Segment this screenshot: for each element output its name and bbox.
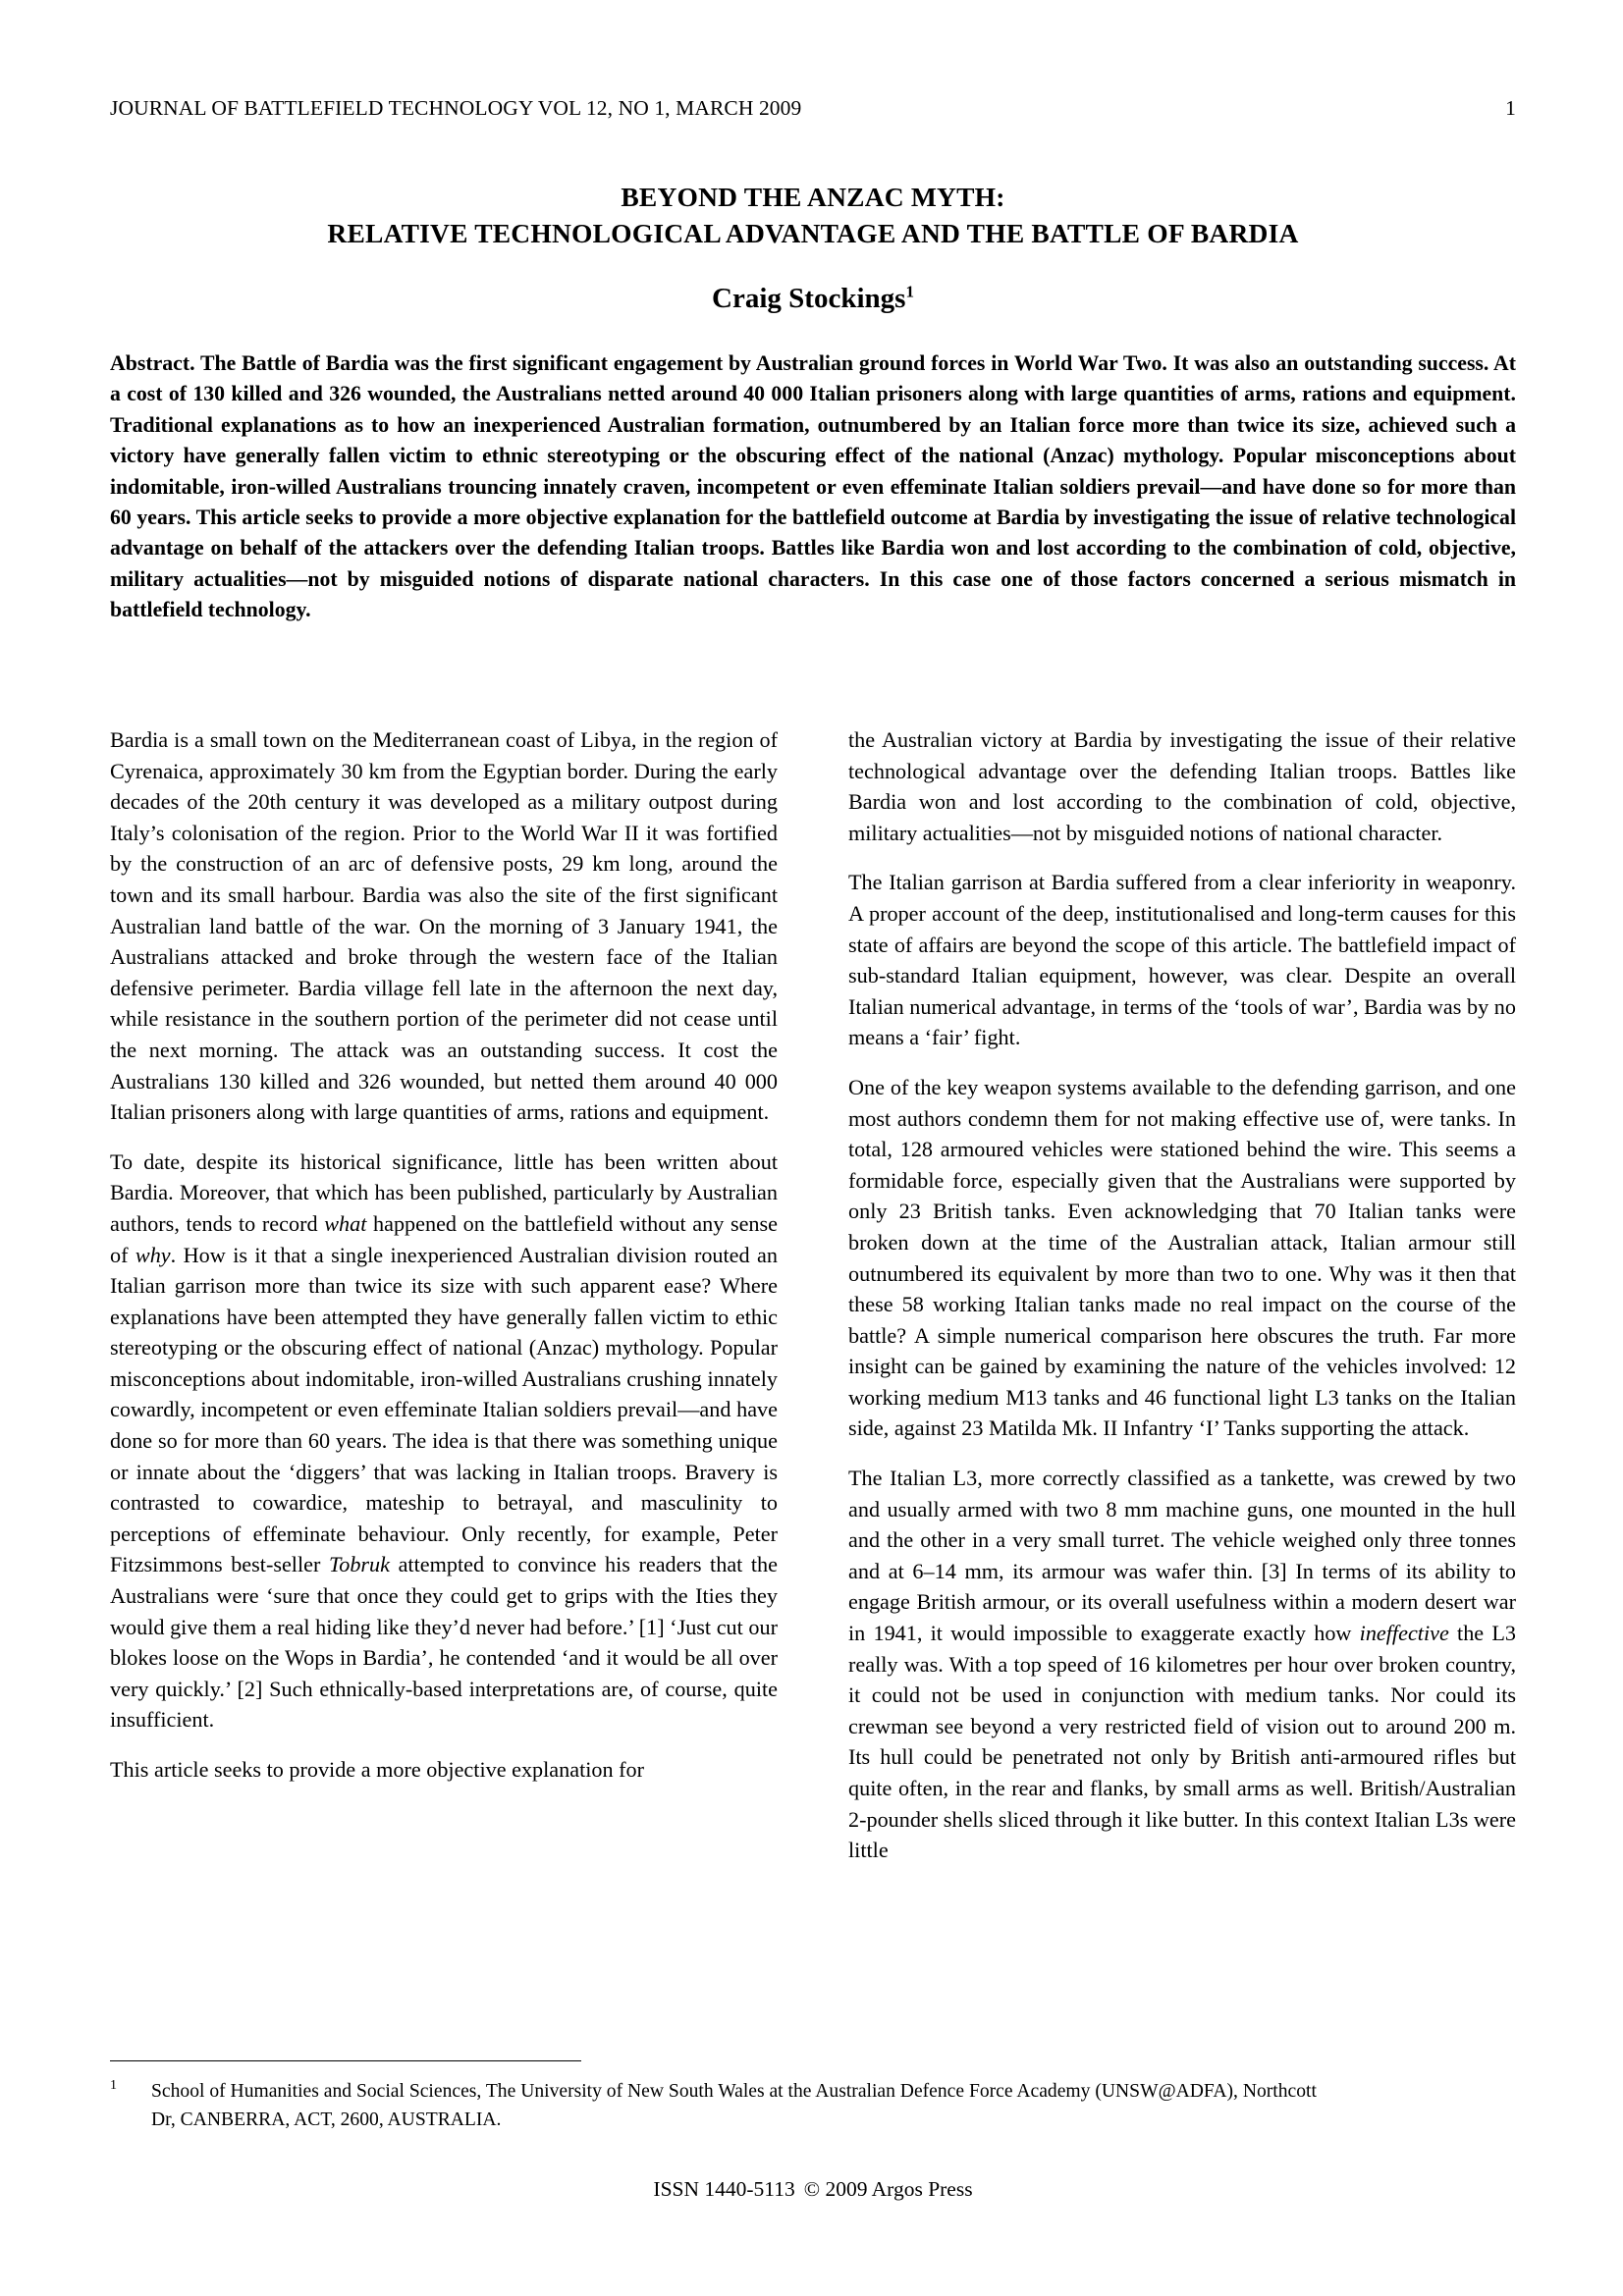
running-head [110, 96, 1516, 121]
body-paragraph: To date, despite its historical significance, little has been written about Bardia. Moreover, that which has been published, particularly by Australian authors, tends to record what happened on the battlefield without any sense of why. How is it that a single inexperienced Australian division routed an Italian garrison more than twice its size with such apparent ease? Where explanations have been attempted they have generally fallen victim to ethic stereotyping or the obscuring effect of national (Anzac) mythology. Popular misconceptions about indomitable, iron-willed Australians crushing innately cowardly, incompetent or even effeminate Italian soldiers prevail—and have done so for more than 60 years. The idea is that there was something unique or innate about the ‘diggers’ that was lacking in Italian troops. Bravery is contrasted to cowardice, mateship to betrayal, and masculinity to perceptions of effeminate behaviour. Only recently, for example, Peter Fitzsimmons best-seller Tobruk attempted to convince his readers that the Australians were ‘sure that once they could get to grips with the Ities they would give them a real hiding like they’d never had before.’ [1] ‘Just cut our blokes loose on the Wops in Bardia’, he contended ‘and it would be all over very quickly.’ [2] Such ethnically-based interpretations are, of course, quite insufficient. [110, 1148, 779, 1733]
author-byline [110, 283, 1516, 315]
emphasised-text: what [324, 1210, 367, 1236]
author-footnote-marker: 1 [905, 282, 914, 301]
footnote [110, 2077, 1337, 2134]
footnote-marker: 1 [110, 2078, 117, 2093]
body-paragraph: One of the key weapon systems available to the defending garrison, and one most authors condemn them for not making effective use of, were tanks. In total, 128 armoured vehicles were stationed behind the wire. This seems a formidable force, especially given that the Australians were supported by only 23 British tanks. Even acknowledging that 70 Italian tanks were broken down at the time of the Australian attack, Italian armour still outnumbered its equivalent by more than two to one. Why was it then that these 58 working Italian tanks made no real impact on the course of the battle? A simple numerical comparison here obscures the truth. Far more insight can be gained by examining the nature of the vehicles involved: 12 working medium M13 tanks and 46 functional light L3 tanks on the Italian side, against 23 Matilda Mk. II Infantry ‘I’ Tanks supporting the attack. [848, 1074, 1516, 1441]
author-name: Craig Stockings [712, 283, 906, 314]
emphasised-text: Tobruk [328, 1552, 391, 1577]
body-columns [110, 724, 1516, 1866]
article-title-line-1: BEYOND THE ANZAC MYTH: [621, 182, 1005, 212]
article-title-line-2: RELATIVE TECHNOLOGICAL ADVANTAGE AND THE BATTLE OF BARDIA [327, 218, 1299, 248]
journal-citation-line: JOURNAL OF BATTLEFIELD TECHNOLOGY VOL 12, NO 1, MARCH 2009 [110, 96, 802, 120]
body-column-right [848, 724, 1516, 1866]
emphasised-text: ineffective [1359, 1621, 1449, 1646]
footnote-separator-rule [110, 2060, 581, 2061]
body-paragraph: the Australian victory at Bardia by investigating the issue of their relative technological advantage over the defending Italian troops. Battles like Bardia won and lost according to the combination of cold, objective, military actualities—not by misguided notions of national character. [848, 727, 1516, 845]
body-column-left [110, 724, 778, 1866]
body-paragraph: This article seeks to provide a more objective explanation for [110, 1757, 645, 1782]
page-content [110, 0, 1516, 2296]
emphasised-text: why [135, 1242, 171, 1267]
body-paragraph: The Italian L3, more correctly classified as a tankette, was crewed by two and usually armed with two 8 mm machine guns, one mounted in the hull and the other in a very small turret. The vehicle weighed only three tonnes and at 6–14 mm, its armour was wafer thin. [3] In terms of its ability to engage British armour, or its overall usefulness within a modern desert war in 1941, it would impossible to exaggerate exactly how ineffective the L3 really was. With a top speed of 16 kilometres per hour over broken country, it could not be used in conjunction with medium tanks. Nor could its crewman see beyond a very restricted field of vision out to around 200 m. Its hull could be penetrated not only by British anti-armoured rifles but quite often, in the rear and flanks, by small arms as well. British/Australian 2-pounder shells sliced through it like butter. In this context Italian L3s were little [848, 1466, 1516, 1863]
title-block [110, 179, 1516, 315]
page-footer [110, 2177, 1516, 2202]
issn-text: ISSN 1440-5113 [653, 2177, 795, 2201]
copyright-text: © 2009 Argos Press [803, 2177, 973, 2201]
body-paragraph: The Italian garrison at Bardia suffered from a clear inferiority in weaponry. A proper account of the deep, institutionalised and long-term causes for this state of affairs are beyond the scope of this article. The battlefield impact of sub-standard Italian equipment, however, was clear. Despite an overall Italian numerical advantage, in terms of the ‘tools of war’, Bardia was by no means a ‘fair’ fight. [848, 870, 1516, 1050]
page-number: 1 [1505, 96, 1516, 120]
footnote-text: School of Humanities and Social Sciences, The University of New South Wales at the Australian Defence Force Academy (UNSW@ADFA), Northcott Dr, CANBERRA, ACT, 2600, AUSTRALIA. [151, 2081, 1317, 2130]
body-paragraph: Bardia is a small town on the Mediterranean coast of Libya, in the region of Cyrenaica, approximately 30 km from the Egyptian border. During the early decades of the 20th century it was developed as a military outpost during Italy’s colonisation of the region. Prior to the World War II it was fortified by the construction of an arc of defensive posts, 29 km long, around the town and its small harbour. Bardia was also the site of the first significant Australian land battle of the war. On the morning of 3 January 1941, the Australians attacked and broke through the western face of the Italian defensive perimeter. Bardia village fell late in the afternoon the next day, while resistance in the southern portion of the perimeter did not cease until the next morning. The attack was an outstanding success. It cost the Australians 130 killed and 326 wounded, but netted them around 40 000 Italian prisoners along with large quantities of arms, rations and equipment. [110, 727, 778, 1125]
abstract-paragraph: Abstract. The Battle of Bardia was the first significant engagement by Australian ground forces in World War Two. It was also an outstanding success. At a cost of 130 killed and 326 wounded, the Australians netted around 40 000 Italian prisoners along with large quantities of arms, rations and equipment. Traditional explanations as to how an inexperienced Australian formation, outnumbered by an Italian force more than twice its size, achieved such a victory have generally fallen victim to ethnic stereotyping or the obscuring effect of the national (Anzac) mythology. Popular misconceptions about indomitable, iron-willed Australians trouncing innately craven, incompetent or even effeminate Italian soldiers prevail—and have done so for more than 60 years. This article seeks to provide a more objective explanation for the battlefield outcome at Bardia by investigating the issue of relative technological advantage on behalf of the attackers over the defending Italian troops. Battles like Bardia won and lost according to the combination of cold, objective, military actualities—not by misguided notions of disparate national characters. In this case one of those factors concerned a serious mismatch in battlefield technology. [110, 351, 1516, 622]
